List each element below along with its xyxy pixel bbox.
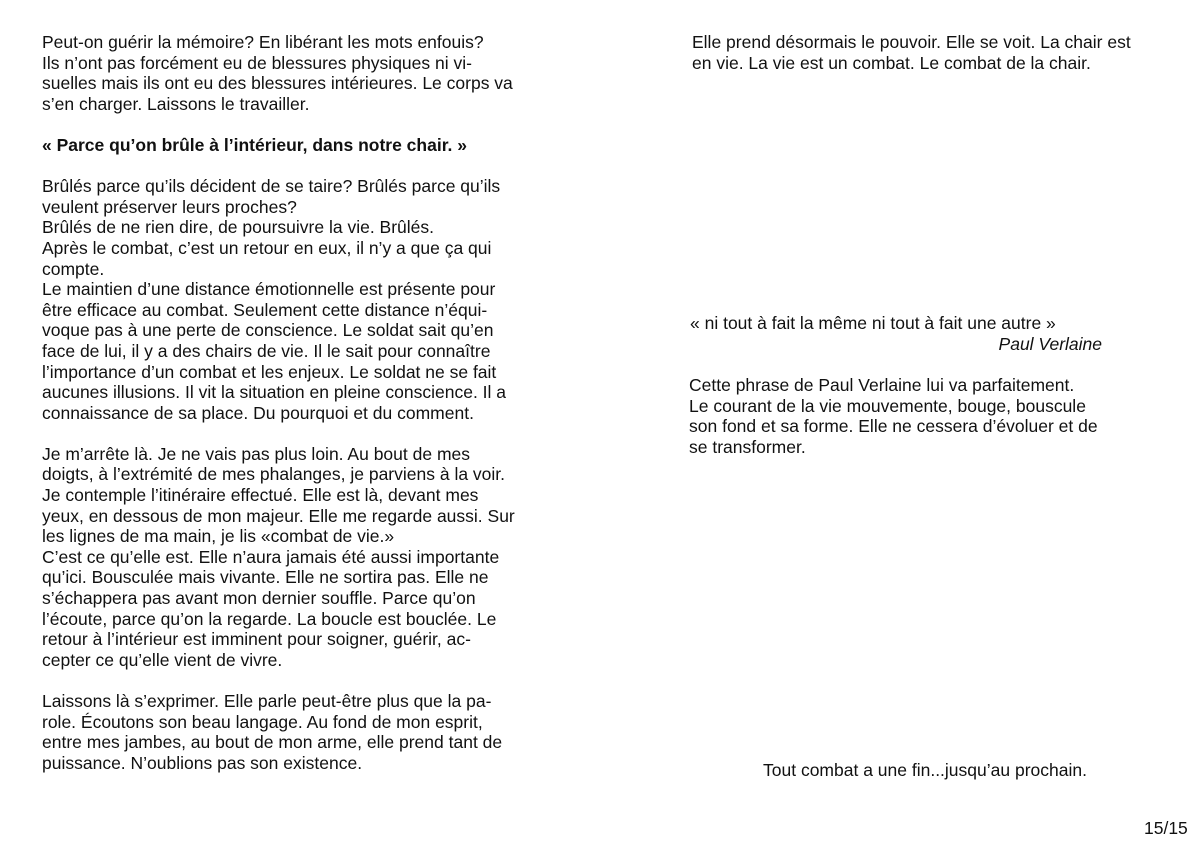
text-line: s’échappera pas avant mon dernier souffle. Parce qu’on (42, 588, 476, 609)
text-line: Le maintien d’une distance émotionnelle est présente pour (42, 279, 496, 300)
text-line: qu’ici. Bousculée mais vivante. Elle ne sortira pas. Elle ne (42, 567, 489, 588)
text-line: Je m’arrête là. Je ne vais pas plus loin. Au bout de mes (42, 443, 471, 464)
text-line: suelles mais ils ont eu des blessures intérieures. Le corps va (42, 73, 513, 94)
verlaine-quote (690, 313, 1110, 354)
heading-text: « Parce qu’on brûle à l’intérieur, dans notre chair. » (42, 134, 467, 155)
text-line: Après le combat, c’est un retour en eux, il n’y a que ça qui (42, 237, 492, 258)
paragraph-burned (42, 176, 562, 423)
closing-line: Tout combat a une fin...jusqu’au prochain. (763, 760, 1087, 780)
section-heading-quote (42, 135, 562, 156)
text-line: doigts, à l’extrémité de mes phalanges, je parviens à la voir. (42, 464, 506, 485)
quote-author: Paul Verlaine (998, 333, 1102, 354)
text-line: s’en charger. Laissons le travailler. (42, 93, 310, 114)
text-line: Brûlés parce qu’ils décident de se taire? Brûlés parce qu’ils (42, 176, 501, 197)
page-number: 15/15 (1144, 818, 1188, 838)
text-line: Peut-on guérir la mémoire? En libérant les mots enfouis? (42, 32, 484, 52)
paragraph-verlaine (689, 375, 1149, 457)
text-line: cepter ce qu’elle vient de vivre. (42, 649, 283, 670)
text-line: C’est ce qu’elle est. Elle n’aura jamais été aussi importante (42, 546, 500, 567)
text-line: l’écoute, parce qu’on la regarde. La boucle est bouclée. Le (42, 608, 497, 629)
text-line: en vie. La vie est un combat. Le combat de la chair. (692, 52, 1091, 73)
right-page-opening (692, 32, 1192, 73)
text-line: aucunes illusions. Il vit la situation en pleine conscience. Il a (42, 382, 507, 403)
text-line: Elle prend désormais le pouvoir. Elle se voit. La chair est (692, 32, 1131, 52)
paragraph-language (42, 691, 562, 773)
text-line: compte. (42, 258, 105, 279)
paragraph-spacer (42, 156, 562, 177)
text-line: voque pas à une perte de conscience. Le soldat sait qu’en (42, 320, 494, 341)
text-line: Je contemple l’itinéraire effectué. Elle est là, devant mes (42, 485, 479, 506)
quote-text: « ni tout à fait la même ni tout à fait une autre » (690, 313, 1056, 333)
text-line: entre mes jambes, au bout de mon arme, elle prend tant de (42, 732, 503, 753)
text-line: connaissance de sa place. Du pourquoi et du comment. (42, 402, 474, 423)
text-line: Le courant de la vie mouvemente, bouge, bouscule (689, 395, 1086, 416)
text-line: être efficace au combat. Seulement cette distance n’équi- (42, 299, 488, 320)
text-line: role. Écoutons son beau langage. Au fond de mon esprit, (42, 711, 483, 732)
text-line: face de lui, il y a des chairs de vie. Il le sait pour connaître (42, 340, 491, 361)
text-line: Ils n’ont pas forcément eu de blessures physiques ni vi- (42, 52, 472, 73)
text-line: l’importance d’un combat et les enjeux. Le soldat ne se fait (42, 361, 497, 382)
paragraph-hand (42, 444, 562, 671)
text-line: yeux, en dessous de mon majeur. Elle me regarde aussi. Sur (42, 505, 515, 526)
text-line: Cette phrase de Paul Verlaine lui va parfaitement. (689, 375, 1075, 395)
paragraph-spacer (42, 670, 562, 691)
left-page (42, 32, 562, 773)
text-line: Brûlés de ne rien dire, de poursuivre la vie. Brûlés. (42, 217, 435, 238)
text-line: retour à l’intérieur est imminent pour soigner, guérir, ac- (42, 629, 471, 650)
paragraph-spacer (42, 114, 562, 135)
paragraph-spacer (42, 423, 562, 444)
paragraph-memory (42, 32, 562, 114)
text-line: veulent préserver leurs proches? (42, 196, 297, 217)
text-line: les lignes de ma main, je lis «combat de vie.» (42, 526, 395, 547)
text-line: Laissons là s’exprimer. Elle parle peut-être plus que la pa- (42, 691, 492, 711)
text-line: puissance. N’oublions pas son existence. (42, 752, 363, 773)
text-line: se transformer. (689, 436, 806, 457)
text-line: son fond et sa forme. Elle ne cessera d’évoluer et de (689, 416, 1098, 437)
